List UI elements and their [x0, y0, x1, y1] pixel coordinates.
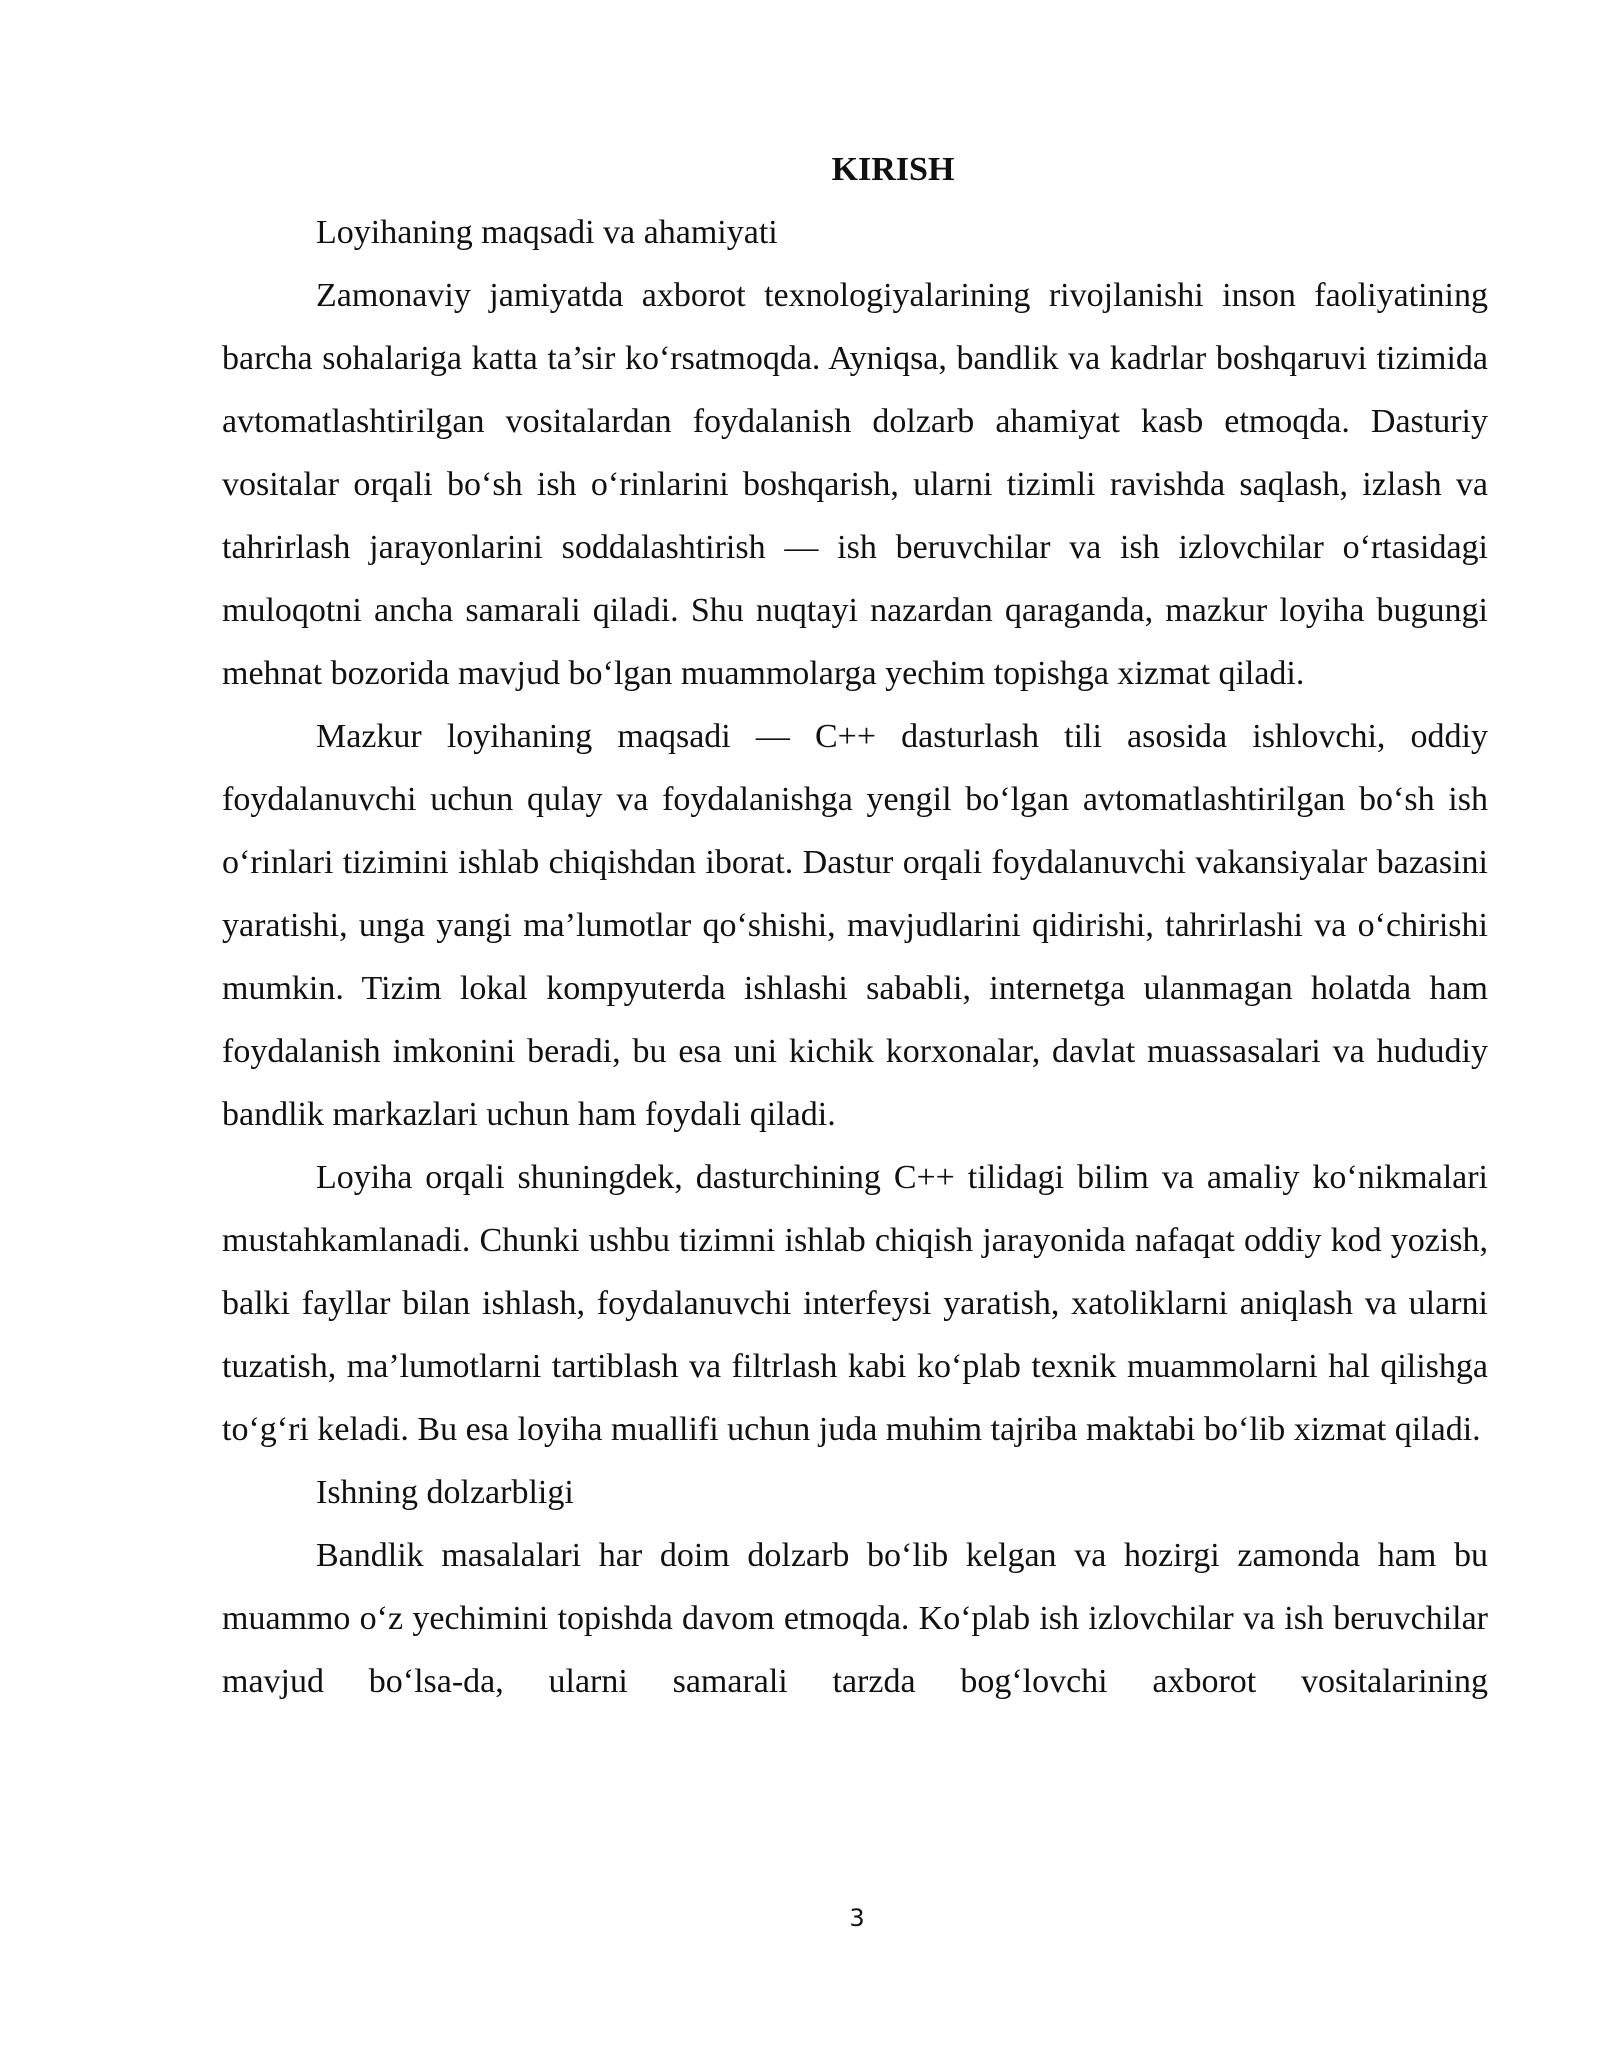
paragraph: Mazkur loyihaning maqsadi — C++ dasturlash tili asosida ishlovchi, oddiy foydalanuvchi uchun qulay va foydalanishga yengil bo‘lgan avtomatlashtirilgan bo‘sh ish o‘rinlari tizimini ishlab chiqishdan iborat. Dastur orqali foydalanuvchi vakansiyalar bazasini yaratishi, unga yangi ma’lumotlar qo‘shishi, mavjudlarini qidirishi, tahrirlashi va o‘chirishi mumkin. Tizim lokal kompyuterda ishlashi sababli, internetga ulanmagan holatda ham foydalanish imkonini beradi, bu esa uni kichik korxonalar, davlat muassasalari va hududiy bandlik markazlari uchun ham foydali qiladi.: [222, 718, 1488, 1133]
paragraph: Bandlik masalalari har doim dolzarb bo‘lib kelgan va hozirgi zamonda ham bu muammo o‘z yechimini topishda davom etmoqda. Ko‘plab ish izlovchilar va ish beruvchilar mavjud bo‘lsa-da, ularni samarali tarzda bog‘lovchi axborot vositalarining: [222, 1537, 1488, 1700]
paragraph: Zamonaviy jamiyatda axborot texnologiyalarining rivojlanishi inson faoliyatining barcha sohalariga katta ta’sir ko‘rsatmoqda. Ayniqsa, bandlik va kadrlar boshqaruvi tizimida avtomatlashtirilgan vositalardan foydalanish dolzarb ahamiyat kasb etmoqda. Dasturiy vositalar orqali bo‘sh ish o‘rinlarini boshqarish, ularni tizimli ravishda saqlash, izlash va tahrirlash jarayonlarini soddalashtirish — ish beruvchilar va ish izlovchilar o‘rtasidagi muloqotni ancha samarali qiladi. Shu nuqtayi nazardan qaraganda, mazkur loyiha bugungi mehnat bozorida mavjud bo‘lgan muammolarga yechim topishga xizmat qiladi.: [222, 277, 1488, 692]
page-content: [222, 138, 1488, 1713]
paragraph: Loyiha orqali shuningdek, dasturchining C++ tilidagi bilim va amaliy ko‘nikmalari mustahkamlanadi. Chunki ushbu tizimni ishlab chiqish jarayonida nafaqat oddiy kod yozish, balki fayllar bilan ishlash, foydalanuvchi interfeysi yaratish, xatoliklarni aniqlash va ularni tuzatish, ma’lumotlarni tartiblash va filtrlash kabi ko‘plab texnik muammolarni hal qilishga to‘g‘ri keladi. Bu esa loyiha muallifi uchun juda muhim tajriba maktabi bo‘lib xizmat qiladi.: [222, 1159, 1488, 1448]
section-heading-purpose: Loyihaning maqsadi va ahamiyati: [316, 214, 778, 251]
section-heading-relevance: Ishning dolzarbligi: [316, 1474, 574, 1511]
page-title: KIRISH: [831, 151, 955, 188]
page-number: 3: [849, 1904, 865, 1932]
